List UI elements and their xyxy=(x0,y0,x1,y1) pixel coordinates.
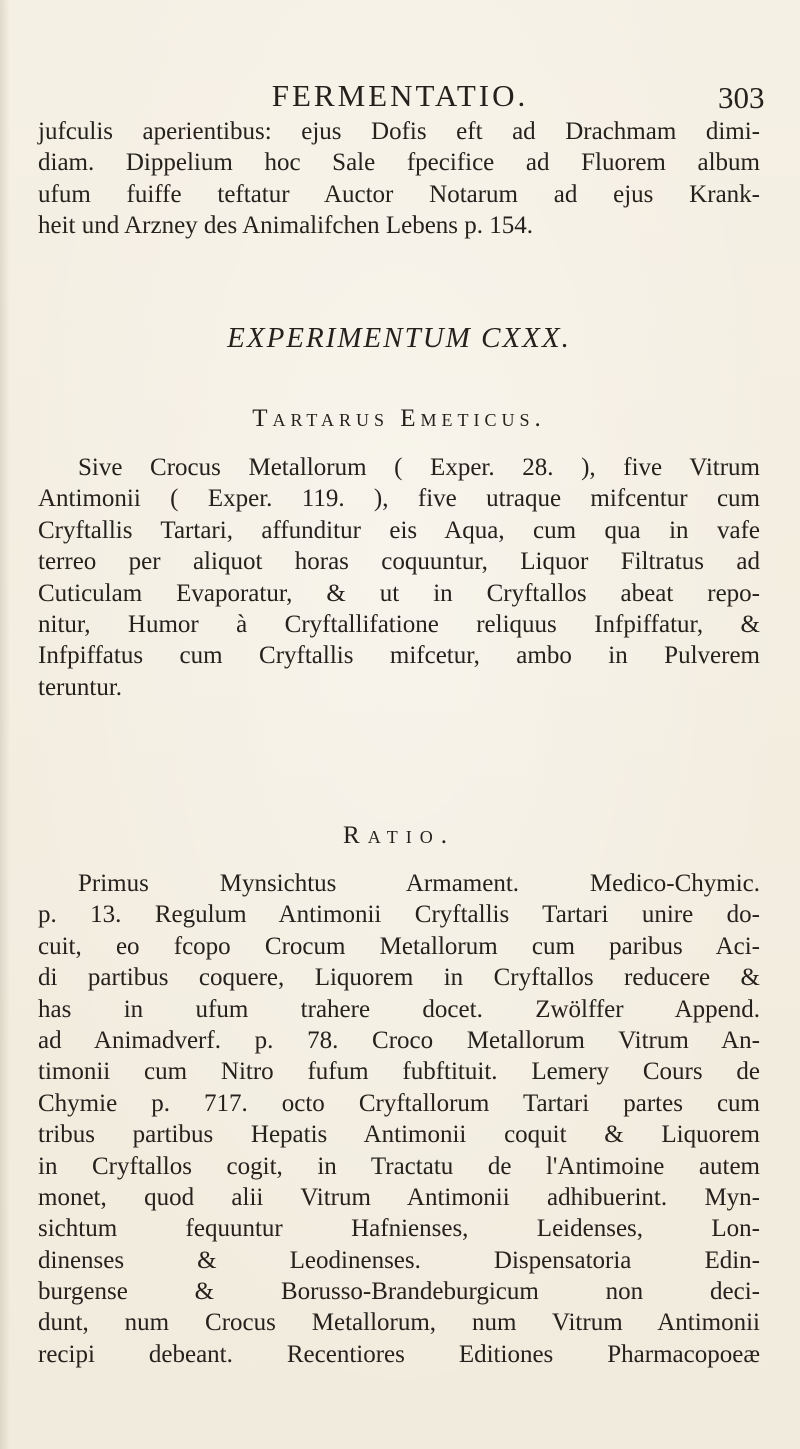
text-line: di partibus coquere, Liquorem in Cryftallos reducere & xyxy=(38,964,760,992)
page-number: 303 xyxy=(718,80,765,115)
text-line: cuit, eo fcopo Crocum Metallorum cum paribus Aci- xyxy=(38,932,760,960)
page-gutter-shadow xyxy=(0,0,10,1449)
paragraph-ratio xyxy=(38,868,760,1370)
text-line: dunt, num Crocus Metallorum, num Vitrum Antimonii xyxy=(38,1309,760,1337)
ratio-heading: Ratio. xyxy=(343,822,455,849)
text-line: teruntur. xyxy=(38,673,123,701)
text-line: Cryftallis Tartari, affunditur eis Aqua, cum qua in vafe xyxy=(38,516,760,544)
text-line: heit und Arzney des Animalifchen Lebens p. 154. xyxy=(38,212,534,240)
text-line: ad Animadverf. p. 78. Croco Metallorum Vitrum An- xyxy=(38,1026,760,1054)
text-line: Chymie p. 717. octo Cryftallorum Tartari partes cum xyxy=(38,1089,760,1117)
text-line: recipi debeant. Recentiores Editiones Pharmacopoeæ xyxy=(38,1340,760,1368)
text-line: nitur, Humor à Cryftallifatione reliquus Infpiffatur, & xyxy=(38,610,760,638)
experiment-heading: EXPERIMENTUM CXXX. xyxy=(227,322,571,354)
text-line: in Cryftallos cogit, in Tractatu de l'Antimoine autem xyxy=(38,1152,760,1180)
text-line: monet, quod alii Vitrum Antimonii adhibuerint. Myn- xyxy=(38,1183,760,1211)
text-line: dinenses & Leodinenses. Dispensatoria Edin- xyxy=(38,1246,760,1274)
text-line: p. 13. Regulum Antimonii Cryftallis Tartari unire do- xyxy=(38,901,760,929)
text-line: Antimonii ( Exper. 119. ), five utraque mifcentur cum xyxy=(38,485,760,513)
text-line: ufum fuiffe teftatur Auctor Notarum ad ejus Krank- xyxy=(38,180,760,208)
running-title: FERMENTATIO. xyxy=(271,78,529,113)
text-line: has in ufum trahere docet. Zwölffer Append. xyxy=(38,995,760,1023)
text-line: Primus Mynsichtus Armament. Medico-Chymic. xyxy=(78,870,760,897)
text-line: timonii cum Nitro fufum fubftituit. Lemery Cours de xyxy=(38,1058,760,1086)
section-subheading: Tartarus Emeticus. xyxy=(252,405,546,432)
text-line: diam. Dippelium hoc Sale fpecifice ad Fluorem album xyxy=(38,149,760,177)
text-line: tribus partibus Hepatis Antimonii coquit & Liquorem xyxy=(38,1121,760,1149)
paragraph-procedure xyxy=(38,452,760,703)
text-line: terreo per aliquot horas coquuntur, Liquor Filtratus ad xyxy=(38,548,760,576)
text-line: Infpiffatus cum Cryftallis mifcetur, ambo in Pulverem xyxy=(38,642,760,670)
text-line: sichtum fequuntur Hafnienses, Leidenses, Lon- xyxy=(38,1215,760,1243)
text-line: Cuticulam Evaporatur, & ut in Cryftallos abeat repo- xyxy=(38,579,760,607)
text-line: burgense & Borusso-Brandeburgicum non deci- xyxy=(38,1278,760,1306)
text-line: Sive Crocus Metallorum ( Exper. 28. ), five Vitrum xyxy=(78,454,760,481)
paragraph-continuation xyxy=(38,116,760,242)
text-line: jufculis aperientibus: ejus Dofis eft ad Drachmam dimi- xyxy=(38,118,760,145)
